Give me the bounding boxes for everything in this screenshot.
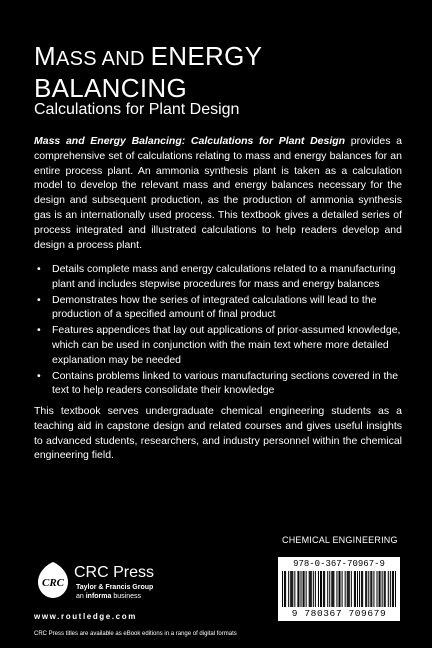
logo-text: CRC — [41, 577, 65, 589]
barcode-bar — [288, 571, 289, 607]
title-line-1 — [34, 42, 414, 74]
barcode-bar — [382, 571, 383, 607]
barcode-bar — [388, 571, 389, 607]
barcode-bar — [359, 571, 360, 607]
barcode-bar — [282, 571, 283, 607]
barcode-bar — [324, 571, 325, 607]
barcode-bar — [309, 571, 310, 607]
barcode-bar — [321, 571, 322, 607]
barcode-bars — [282, 571, 396, 607]
barcode-bar — [306, 571, 307, 607]
title-initial-e: E — [150, 41, 169, 71]
barcode-bar — [348, 571, 349, 607]
barcode-bar — [338, 571, 339, 607]
crc-press-logo-icon — [34, 560, 72, 600]
barcode-bar — [300, 571, 301, 607]
feature-list — [34, 262, 404, 399]
barcode-bar — [380, 571, 381, 607]
barcode-bar — [357, 571, 358, 607]
category-label: CHEMICAL ENGINEERING — [282, 535, 398, 545]
feature-item: • Details complete mass and energy calculations related to a manufacturing plant and includes stepwise procedures for mass and energy balances — [34, 262, 404, 292]
barcode-bar — [347, 571, 348, 607]
barcode-bar — [292, 571, 293, 607]
barcode-bar — [384, 571, 385, 607]
informa-suffix: business — [111, 593, 141, 600]
title-smallcaps-1: ASS AND — [55, 48, 151, 70]
barcode-bar — [336, 571, 337, 607]
title-initial-m: M — [34, 41, 56, 71]
barcode-bar — [345, 571, 346, 607]
book-subtitle: Calculations for Plant Design — [34, 101, 240, 118]
barcode-bar — [327, 571, 328, 607]
outro-paragraph: This textbook serves undergraduate chemical engineering students as a teaching aid in capstone design and related courses and gives useful insights to advanced students, researchers, and industry personnel within the chemical engineering field. — [34, 405, 402, 462]
barcode-bar — [385, 571, 386, 607]
barcode-bar — [366, 571, 367, 607]
barcode-bar — [342, 571, 343, 607]
ebook-note: CRC Press titles are available as eBook editions in a range of digital formats — [34, 631, 237, 637]
isbn-barcode — [278, 557, 400, 621]
barcode-bar — [331, 571, 332, 607]
barcode-bar — [333, 571, 334, 607]
barcode-bar — [284, 571, 285, 607]
barcode-bar — [318, 571, 319, 607]
title-rest-energy: NERGY — [168, 41, 263, 71]
barcode-bar — [379, 571, 380, 607]
publisher-group: Taylor & Francis Group — [76, 584, 154, 591]
barcode-bar — [392, 571, 393, 607]
barcode-bar — [376, 571, 377, 607]
publisher-informa — [76, 593, 141, 600]
title-line-2: BALANCING — [34, 73, 187, 103]
barcode-bar — [323, 571, 324, 607]
barcode-bar — [368, 571, 369, 607]
barcode-bar — [311, 571, 312, 607]
barcode-bar — [393, 571, 394, 607]
barcode-bar — [315, 571, 316, 607]
barcode-bar — [390, 571, 391, 607]
book-title — [34, 42, 414, 103]
barcode-bar — [332, 571, 333, 607]
barcode-bar — [373, 571, 374, 607]
barcode-bar — [362, 571, 363, 607]
barcode-bar — [355, 571, 356, 607]
barcode-bar — [340, 571, 341, 607]
barcode-bar — [371, 571, 372, 607]
ean-number: 9 780367 709679 — [291, 608, 387, 619]
barcode-bar — [304, 571, 305, 607]
barcode-bar — [290, 571, 291, 607]
informa-prefix: an — [76, 593, 86, 600]
barcode-bar — [285, 571, 286, 607]
barcode-bar — [298, 571, 299, 607]
feature-item: • Demonstrates how the series of integrated calculations will lead to the production of a specified amount of final product — [34, 293, 404, 323]
barcode-bar — [297, 571, 298, 607]
intro-paragraph — [34, 134, 402, 252]
barcode-bar — [313, 571, 314, 607]
barcode-bar — [310, 571, 311, 607]
barcode-bar — [291, 571, 292, 607]
feature-item: • Features appendices that lay out applications of prior-assumed knowledge, which can be used in conjunction with the main text where more detailed explanation may be needed — [34, 323, 404, 367]
publisher-url[interactable]: www.routledge.com — [34, 612, 137, 621]
barcode-bar — [320, 571, 321, 607]
isbn-number: 978-0-367-70967-9 — [293, 559, 385, 569]
intro-book-title: Mass and Energy Balancing: Calculations for Plant Design — [34, 135, 346, 147]
intro-text: provides a comprehensive set of calculations relating to mass and energy balances for an entire process plant. An ammonia synthesis plant is taken as a calculation model to develop the relevant mass and energy balances necessary for the design and subsequent production, as the production of ammonia synthesis gas is an internationally used process. This textbook gives a detailed series of process integrated and illustrated calculations to help readers develop and design a process plant. — [34, 135, 402, 251]
barcode-bar — [354, 571, 355, 607]
barcode-bar — [294, 571, 295, 607]
barcode-bar — [303, 571, 304, 607]
barcode-bar — [351, 571, 352, 607]
barcode-bar — [395, 571, 396, 607]
informa-brand: informa — [85, 593, 112, 600]
barcode-bar — [370, 571, 371, 607]
feature-item: • Contains problems linked to various manufacturing sections covered in the text to help readers consolidate their knowledge — [34, 369, 404, 399]
barcode-bar — [361, 571, 362, 607]
barcode-bar — [349, 571, 350, 607]
publisher-name: CRC Press — [74, 564, 155, 581]
barcode-bar — [365, 571, 366, 607]
barcode-bar — [329, 571, 330, 607]
